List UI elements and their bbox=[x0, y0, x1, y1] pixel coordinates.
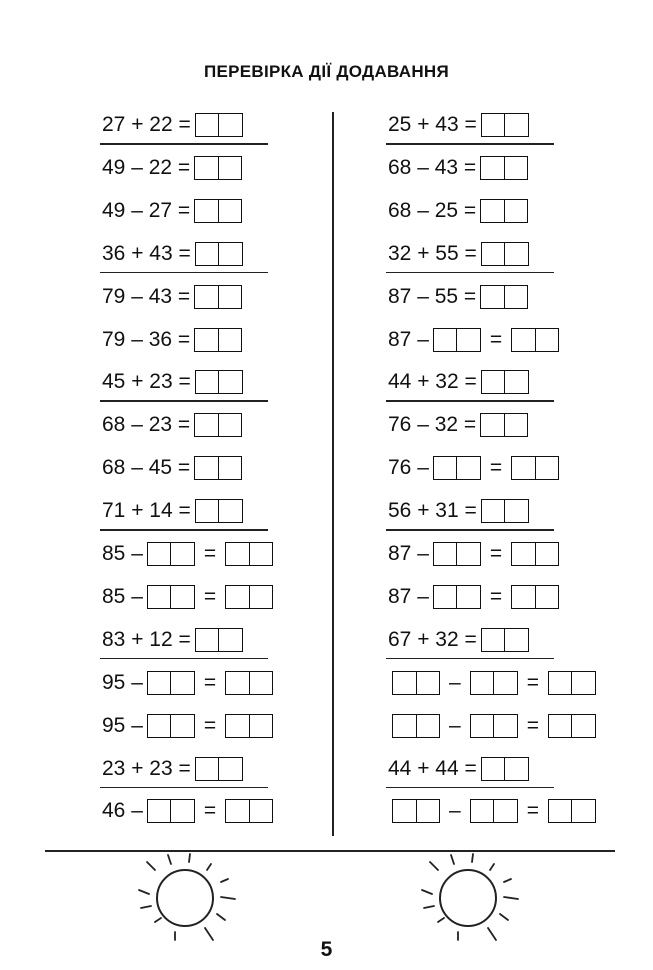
answer-box[interactable] bbox=[433, 328, 481, 352]
answer-box[interactable] bbox=[433, 542, 481, 566]
answer-digit-cell[interactable] bbox=[504, 629, 528, 651]
answer-digit-cell[interactable] bbox=[170, 586, 194, 608]
exercise-row bbox=[102, 582, 277, 612]
answer-digit-cell[interactable] bbox=[481, 286, 504, 308]
answer-digit-cell[interactable] bbox=[170, 800, 194, 822]
answer-digit-cell[interactable] bbox=[218, 200, 242, 222]
answer-digit-cell[interactable] bbox=[434, 329, 457, 351]
exercise-text: 85 – bbox=[102, 542, 143, 565]
answer-box[interactable] bbox=[225, 671, 273, 695]
answer-digit-cell[interactable] bbox=[218, 329, 242, 351]
exercise-row bbox=[102, 239, 247, 269]
exercise-text: = bbox=[489, 456, 503, 480]
answer-digit-cell[interactable] bbox=[512, 329, 535, 351]
exercise-row bbox=[388, 453, 563, 483]
answer-box[interactable] bbox=[225, 542, 273, 566]
answer-digit-cell[interactable] bbox=[226, 672, 249, 694]
answer-digit-cell[interactable] bbox=[226, 715, 249, 737]
exercise-row bbox=[102, 453, 246, 483]
exercise-text: 32 + 55 = bbox=[388, 241, 477, 265]
answer-digit-cell[interactable] bbox=[434, 543, 457, 565]
answer-digit-cell[interactable] bbox=[218, 758, 242, 780]
separator-line bbox=[386, 143, 554, 145]
answer-digit-cell[interactable] bbox=[249, 715, 273, 737]
answer-digit-cell[interactable] bbox=[148, 672, 171, 694]
answer-digit-cell[interactable] bbox=[218, 414, 242, 436]
exercise-row bbox=[388, 196, 532, 226]
answer-digit-cell[interactable] bbox=[148, 800, 171, 822]
answer-box[interactable] bbox=[433, 585, 481, 609]
exercise-text: 79 – 43 = bbox=[102, 284, 191, 308]
answer-box[interactable] bbox=[195, 370, 243, 394]
answer-digit-cell[interactable] bbox=[170, 715, 194, 737]
answer-box[interactable] bbox=[511, 456, 559, 480]
exercise-text: = bbox=[526, 670, 539, 694]
answer-digit-cell[interactable] bbox=[195, 457, 218, 479]
answer-box[interactable] bbox=[470, 799, 518, 823]
answer-box[interactable] bbox=[511, 328, 559, 352]
answer-digit-cell[interactable] bbox=[482, 114, 505, 136]
exercise-row bbox=[388, 796, 600, 826]
exercise-text: 87 – bbox=[388, 327, 429, 351]
exercise-text: = bbox=[526, 799, 539, 823]
answer-digit-cell[interactable] bbox=[535, 329, 559, 351]
answer-box[interactable] bbox=[225, 714, 273, 738]
answer-digit-cell[interactable] bbox=[482, 629, 505, 651]
answer-digit-cell[interactable] bbox=[148, 586, 171, 608]
answer-digit-cell[interactable] bbox=[218, 286, 242, 308]
separator-line bbox=[100, 787, 268, 789]
exercise-text: 49 – 27 = bbox=[102, 198, 191, 222]
answer-digit-cell[interactable] bbox=[512, 586, 535, 608]
page-number: 5 bbox=[320, 938, 333, 961]
exercise-row bbox=[388, 153, 532, 183]
answer-box[interactable] bbox=[480, 156, 528, 180]
exercise-text: 68 – 43 = bbox=[388, 155, 477, 179]
answer-box[interactable] bbox=[481, 628, 529, 652]
answer-box[interactable] bbox=[195, 242, 243, 266]
exercise-text: 23 + 23 = bbox=[102, 756, 191, 780]
answer-digit-cell[interactable] bbox=[249, 586, 273, 608]
exercise-text: = bbox=[203, 799, 217, 823]
answer-box[interactable] bbox=[470, 714, 518, 738]
answer-digit-cell[interactable] bbox=[456, 457, 480, 479]
answer-box[interactable] bbox=[548, 671, 596, 695]
answer-digit-cell[interactable] bbox=[456, 329, 480, 351]
answer-digit-cell[interactable] bbox=[504, 758, 528, 780]
answer-digit-cell[interactable] bbox=[393, 800, 416, 822]
exercise-row bbox=[388, 711, 600, 741]
answer-digit-cell[interactable] bbox=[393, 672, 416, 694]
answer-box[interactable] bbox=[392, 671, 440, 695]
answer-box[interactable] bbox=[194, 413, 242, 437]
exercise-row bbox=[102, 110, 247, 140]
exercise-row bbox=[388, 282, 532, 312]
answer-box[interactable] bbox=[225, 585, 273, 609]
sun-icon-right bbox=[418, 852, 528, 944]
exercise-text: 67 + 32 = bbox=[388, 627, 477, 651]
answer-box[interactable] bbox=[548, 799, 596, 823]
answer-digit-cell[interactable] bbox=[196, 114, 219, 136]
exercise-text: 95 – bbox=[102, 713, 143, 737]
exercise-text: = bbox=[203, 584, 217, 608]
exercise-text: 44 + 32 = bbox=[388, 370, 477, 394]
answer-digit-cell[interactable] bbox=[416, 800, 440, 822]
answer-box[interactable] bbox=[548, 714, 596, 738]
answer-digit-cell[interactable] bbox=[196, 371, 219, 393]
answer-digit-cell[interactable] bbox=[512, 457, 535, 479]
answer-digit-cell[interactable] bbox=[482, 500, 505, 522]
answer-digit-cell[interactable] bbox=[571, 800, 595, 822]
exercise-text: 85 – bbox=[102, 584, 143, 608]
exercise-row bbox=[388, 754, 533, 784]
answer-box[interactable] bbox=[481, 499, 529, 523]
answer-digit-cell[interactable] bbox=[249, 543, 273, 565]
answer-digit-cell[interactable] bbox=[493, 672, 517, 694]
exercise-row bbox=[388, 582, 563, 612]
answer-digit-cell[interactable] bbox=[493, 800, 517, 822]
separator-line bbox=[100, 272, 268, 274]
exercise-text: = bbox=[489, 584, 503, 608]
exercise-text: 87 – bbox=[388, 584, 429, 608]
column-divider bbox=[332, 112, 334, 836]
exercise-text: – bbox=[449, 713, 461, 737]
separator-line bbox=[100, 529, 268, 531]
answer-digit-cell[interactable] bbox=[170, 672, 194, 694]
answer-box[interactable] bbox=[481, 113, 529, 137]
answer-box[interactable] bbox=[480, 413, 528, 437]
exercise-text: 44 + 44 = bbox=[388, 756, 477, 780]
answer-box[interactable] bbox=[481, 370, 529, 394]
answer-digit-cell[interactable] bbox=[195, 329, 218, 351]
answer-digit-cell[interactable] bbox=[504, 414, 528, 436]
answer-digit-cell[interactable] bbox=[249, 672, 273, 694]
exercise-text: = bbox=[489, 327, 503, 351]
exercise-row bbox=[102, 496, 247, 526]
exercise-text: 27 + 22 = bbox=[102, 113, 191, 136]
exercise-row bbox=[102, 282, 246, 312]
answer-box[interactable] bbox=[392, 714, 440, 738]
answer-digit-cell[interactable] bbox=[195, 414, 218, 436]
exercise-text: 71 + 14 = bbox=[102, 499, 191, 523]
answer-digit-cell[interactable] bbox=[434, 457, 457, 479]
answer-digit-cell[interactable] bbox=[249, 800, 273, 822]
answer-digit-cell[interactable] bbox=[218, 500, 242, 522]
exercise-text: 36 + 43 = bbox=[102, 241, 191, 265]
exercise-text: 25 + 43 = bbox=[388, 113, 477, 136]
answer-box[interactable] bbox=[194, 285, 242, 309]
exercise-row bbox=[388, 239, 533, 269]
answer-digit-cell[interactable] bbox=[549, 800, 572, 822]
answer-digit-cell[interactable] bbox=[195, 286, 218, 308]
answer-box[interactable] bbox=[433, 456, 481, 480]
answer-box[interactable] bbox=[147, 542, 195, 566]
answer-digit-cell[interactable] bbox=[482, 371, 505, 393]
exercise-row bbox=[388, 668, 600, 698]
exercise-text: 87 – 55 = bbox=[388, 284, 477, 308]
answer-digit-cell[interactable] bbox=[196, 500, 219, 522]
answer-digit-cell[interactable] bbox=[393, 715, 416, 737]
exercise-row bbox=[102, 153, 246, 183]
answer-digit-cell[interactable] bbox=[226, 543, 249, 565]
answer-digit-cell[interactable] bbox=[504, 500, 528, 522]
exercise-row bbox=[102, 367, 247, 397]
answer-box[interactable] bbox=[194, 456, 242, 480]
exercise-text: 68 – 23 = bbox=[102, 413, 191, 437]
answer-digit-cell[interactable] bbox=[471, 672, 494, 694]
exercise-text: 49 – 22 = bbox=[102, 155, 191, 179]
answer-digit-cell[interactable] bbox=[482, 758, 505, 780]
answer-digit-cell[interactable] bbox=[571, 672, 595, 694]
answer-box[interactable] bbox=[481, 242, 529, 266]
exercise-text: – bbox=[449, 670, 461, 694]
exercise-row bbox=[102, 711, 277, 741]
answer-box[interactable] bbox=[480, 285, 528, 309]
exercise-row bbox=[102, 754, 247, 784]
answer-digit-cell[interactable] bbox=[196, 629, 219, 651]
answer-digit-cell[interactable] bbox=[481, 200, 504, 222]
exercise-row bbox=[388, 625, 533, 655]
answer-digit-cell[interactable] bbox=[535, 586, 559, 608]
exercise-text: 95 – bbox=[102, 670, 143, 694]
exercise-text: 83 + 12 = bbox=[102, 627, 191, 651]
answer-box[interactable] bbox=[392, 799, 440, 823]
answer-digit-cell[interactable] bbox=[471, 715, 494, 737]
answer-digit-cell[interactable] bbox=[571, 715, 595, 737]
answer-digit-cell[interactable] bbox=[218, 371, 242, 393]
exercise-text: = bbox=[489, 542, 503, 565]
answer-digit-cell[interactable] bbox=[226, 586, 249, 608]
exercise-row bbox=[388, 496, 533, 526]
answer-digit-cell[interactable] bbox=[504, 243, 528, 265]
answer-digit-cell[interactable] bbox=[148, 543, 171, 565]
answer-digit-cell[interactable] bbox=[416, 715, 440, 737]
separator-line bbox=[100, 400, 268, 402]
answer-digit-cell[interactable] bbox=[493, 715, 517, 737]
separator-line bbox=[386, 529, 554, 531]
answer-box[interactable] bbox=[480, 199, 528, 223]
answer-digit-cell[interactable] bbox=[549, 715, 572, 737]
answer-box[interactable] bbox=[194, 156, 242, 180]
exercise-text: 46 – bbox=[102, 799, 143, 823]
answer-digit-cell[interactable] bbox=[504, 114, 528, 136]
separator-line bbox=[100, 143, 268, 145]
exercise-text: 45 + 23 = bbox=[102, 370, 191, 394]
answer-digit-cell[interactable] bbox=[504, 157, 528, 179]
exercise-text: 76 – bbox=[388, 456, 429, 480]
answer-digit-cell[interactable] bbox=[434, 586, 457, 608]
answer-digit-cell[interactable] bbox=[218, 457, 242, 479]
answer-digit-cell[interactable] bbox=[535, 457, 559, 479]
answer-digit-cell[interactable] bbox=[218, 629, 242, 651]
exercise-row bbox=[102, 668, 277, 698]
exercise-text: 56 + 31 = bbox=[388, 499, 477, 523]
answer-box[interactable] bbox=[195, 113, 243, 137]
answer-box[interactable] bbox=[195, 628, 243, 652]
exercise-text: = bbox=[526, 713, 539, 737]
exercise-text: 68 – 45 = bbox=[102, 456, 191, 480]
answer-box[interactable] bbox=[470, 671, 518, 695]
answer-box[interactable] bbox=[481, 757, 529, 781]
separator-line bbox=[386, 787, 554, 789]
answer-box[interactable] bbox=[147, 671, 195, 695]
answer-box[interactable] bbox=[195, 499, 243, 523]
answer-box[interactable] bbox=[195, 757, 243, 781]
exercise-row bbox=[388, 367, 533, 397]
answer-digit-cell[interactable] bbox=[504, 371, 528, 393]
exercise-row bbox=[102, 539, 277, 569]
answer-box[interactable] bbox=[511, 585, 559, 609]
exercise-text: = bbox=[203, 542, 217, 565]
answer-digit-cell[interactable] bbox=[416, 672, 440, 694]
exercise-text: 76 – 32 = bbox=[388, 413, 477, 437]
answer-box[interactable] bbox=[147, 799, 195, 823]
answer-box[interactable] bbox=[147, 714, 195, 738]
answer-digit-cell[interactable] bbox=[504, 286, 528, 308]
answer-digit-cell[interactable] bbox=[196, 243, 219, 265]
exercise-text: – bbox=[449, 799, 461, 823]
answer-digit-cell[interactable] bbox=[471, 800, 494, 822]
exercise-row bbox=[388, 410, 532, 440]
answer-digit-cell[interactable] bbox=[218, 157, 242, 179]
answer-digit-cell[interactable] bbox=[549, 672, 572, 694]
answer-digit-cell[interactable] bbox=[504, 200, 528, 222]
page-title: ПЕРЕВІРКА ДІЇ ДОДАВАННЯ bbox=[203, 62, 450, 81]
answer-digit-cell[interactable] bbox=[218, 114, 242, 136]
separator-line bbox=[386, 658, 554, 660]
exercise-row bbox=[102, 410, 246, 440]
sun-icon-left bbox=[135, 852, 245, 944]
answer-box[interactable] bbox=[511, 542, 559, 566]
answer-digit-cell[interactable] bbox=[456, 543, 480, 565]
separator-line bbox=[100, 658, 268, 660]
exercise-row bbox=[102, 325, 246, 355]
answer-digit-cell[interactable] bbox=[195, 200, 218, 222]
answer-digit-cell[interactable] bbox=[226, 800, 249, 822]
separator-line bbox=[386, 272, 554, 274]
exercise-text: 79 – 36 = bbox=[102, 327, 191, 351]
answer-digit-cell[interactable] bbox=[196, 758, 219, 780]
separator-line bbox=[386, 400, 554, 402]
answer-digit-cell[interactable] bbox=[481, 157, 504, 179]
exercise-text: 68 – 25 = bbox=[388, 198, 477, 222]
answer-digit-cell[interactable] bbox=[195, 157, 218, 179]
exercise-row bbox=[388, 110, 533, 140]
answer-digit-cell[interactable] bbox=[535, 543, 559, 565]
answer-digit-cell[interactable] bbox=[218, 243, 242, 265]
answer-box[interactable] bbox=[225, 799, 273, 823]
exercise-row bbox=[388, 325, 563, 355]
exercise-text: = bbox=[203, 670, 217, 694]
answer-digit-cell[interactable] bbox=[482, 243, 505, 265]
exercise-row bbox=[388, 539, 563, 569]
answer-digit-cell[interactable] bbox=[512, 543, 535, 565]
answer-box[interactable] bbox=[194, 199, 242, 223]
ground-line bbox=[45, 850, 615, 852]
exercise-text: 87 – bbox=[388, 542, 429, 565]
answer-digit-cell[interactable] bbox=[481, 414, 504, 436]
answer-box[interactable] bbox=[147, 585, 195, 609]
answer-digit-cell[interactable] bbox=[456, 586, 480, 608]
answer-digit-cell[interactable] bbox=[148, 715, 171, 737]
answer-box[interactable] bbox=[194, 328, 242, 352]
exercise-text: = bbox=[203, 713, 217, 737]
exercise-row bbox=[102, 196, 246, 226]
exercise-row bbox=[102, 625, 247, 655]
answer-digit-cell[interactable] bbox=[170, 543, 194, 565]
exercise-row bbox=[102, 796, 277, 826]
